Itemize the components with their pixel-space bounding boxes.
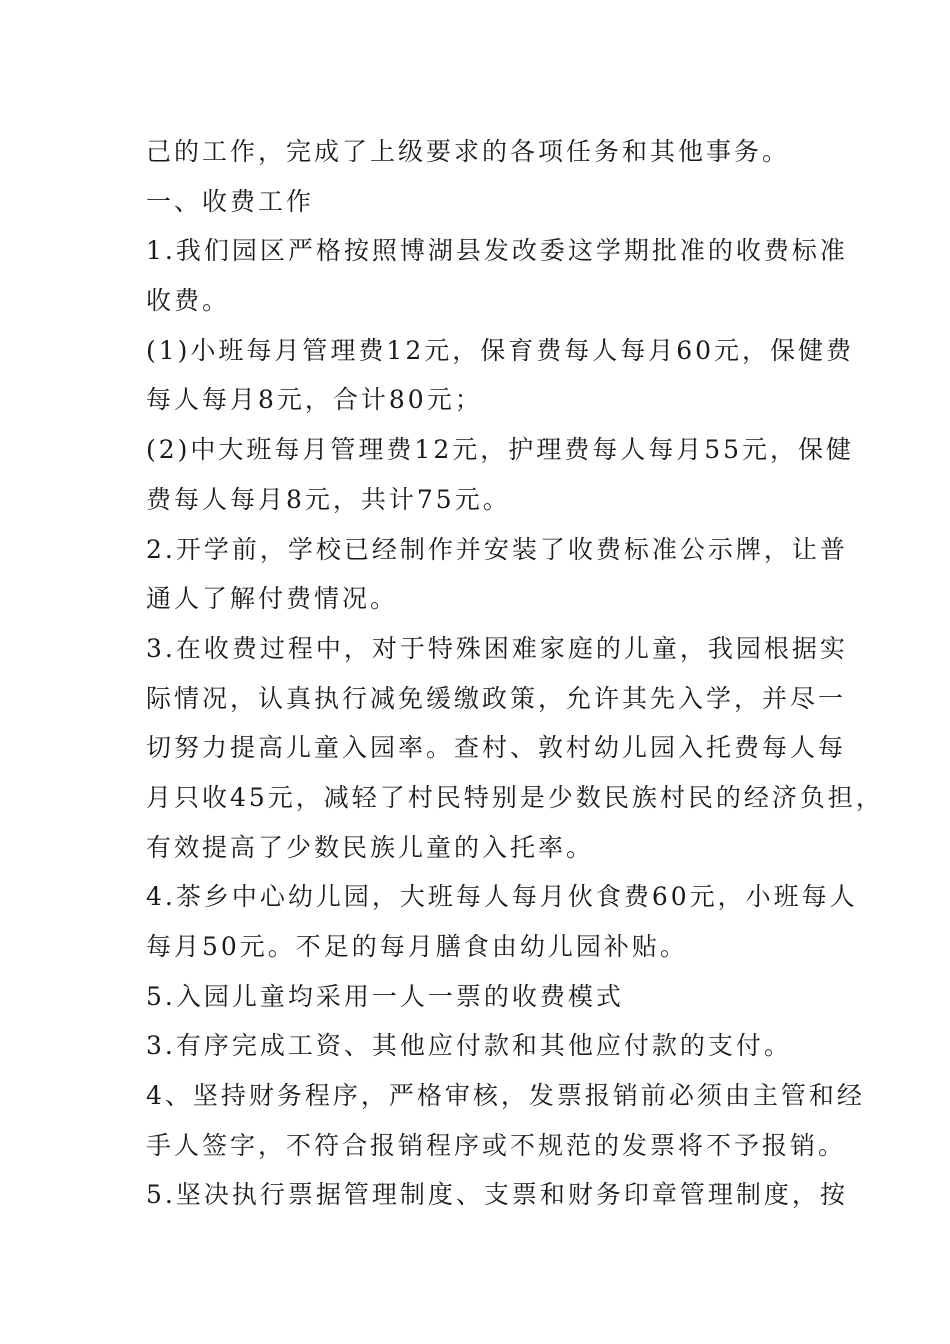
text-line: 有效提高了少数民族儿童的入托率。 (146, 832, 595, 862)
text-line: (1)小班每月管理费12元，保育费每人每月60元，保健费 (146, 335, 855, 365)
text-line: 每人每月8元，合计80元； (146, 385, 483, 415)
text-line: 己的工作，完成了上级要求的各项任务和其他事务。 (146, 137, 791, 166)
text-line: 5.坚决执行票据管理制度、支票和财务印章管理制度，按 (146, 1180, 848, 1210)
text-line: (2)中大班每月管理费12元，护理费每人每月55元，保健 (146, 435, 855, 465)
text-line: 收费。 (146, 286, 231, 316)
text-line: 切努力提高儿童入园率。查村、敦村幼儿园入托费每人每 (146, 733, 847, 763)
text-line: 5.入园儿童均采用一人一票的收费模式 (146, 981, 624, 1011)
text-line: 3.有序完成工资、其他应付款和其他应付款的支付。 (146, 1031, 792, 1061)
text-line: 手人签字，不符合报销程序或不规范的发票将不予报销。 (146, 1130, 847, 1160)
section-heading: 一、收费工作 (146, 186, 315, 216)
text-line: 4、坚持财务程序，严格审核，发票报销前必须由主管和经 (146, 1081, 865, 1111)
text-line: 费每人每月8元，共计75元。 (146, 484, 511, 514)
text-line: 1.我们园区严格按照博湖县发改委这学期批准的收费标准 (146, 236, 848, 266)
text-line: 4.茶乡中心幼儿园，大班每人每月伙食费60元，小班每人 (146, 882, 858, 912)
text-line: 月只收45元，减轻了村民特别是少数民族村民的经济负担， (146, 782, 884, 812)
text-line: 每月50元。不足的每月膳食由幼儿园补贴。 (146, 932, 688, 961)
text-line: 通人了解付费情况。 (146, 584, 399, 614)
text-line: 2.开学前，学校已经制作并安装了收费标准公示牌，让普 (146, 534, 848, 564)
document-body (146, 127, 884, 1220)
text-line: 3.在收费过程中，对于特殊困难家庭的儿童，我园根据实 (146, 633, 848, 663)
text-line: 际情况，认真执行减免缓缴政策，允许其先入学，并尽一 (146, 683, 847, 713)
